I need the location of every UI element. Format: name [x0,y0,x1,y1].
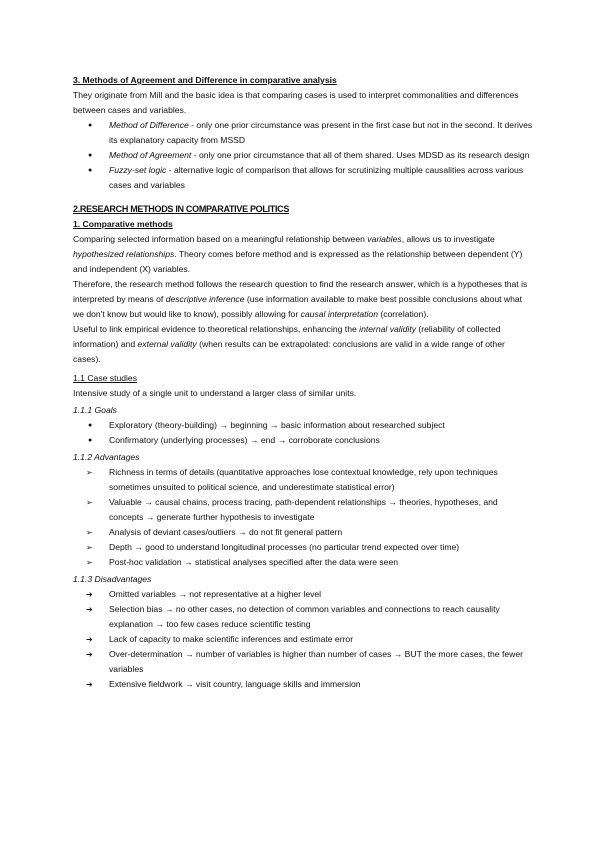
goals-list [73,418,533,448]
text-run: (reliability of collected information) and [73,324,501,349]
paragraph-3 [73,322,533,367]
list-item [73,540,533,555]
arrowhead-icon: ➢ [86,543,93,552]
arrow-icon: ➔ [86,605,93,614]
arrowhead-icon: ➢ [86,498,93,507]
goals-heading: 1.1.1 Goals [73,405,117,415]
list-item [73,118,533,148]
list-item [73,465,533,495]
bullet-icon: ● [88,122,93,129]
item-text: Richness in terms of details (quantitative approaches lose contextual knowledge, rely upon techniques sometimes unsuited to political science, and underestimate statistical error) [109,467,498,492]
item-text: Selection bias → no other cases, no detection of common variables and connections to reach causality explanation → too few cases reduce scientific testing [109,604,500,629]
list-item [73,495,533,525]
list-item [73,525,533,540]
term: Method of Difference [109,120,189,130]
list-item [73,163,533,193]
term: Method of Agreement [109,150,192,160]
text-run: Therefore, the research method follows the research question to find the research answer, which is a hypotheses that is interpreted by means of [73,279,528,304]
text-run: (correlation). [377,309,429,319]
bullet-icon: ● [88,437,93,444]
list-item [73,555,533,570]
case-studies-heading: 1.1 Case studies [73,373,138,383]
arrow-icon: ➔ [86,650,93,659]
bullet-icon: ● [88,152,93,159]
item-text: Exploratory (theory-building) → beginning → basic information about researched subject [109,420,445,430]
item-text: Lack of capacity to make scientific inferences and estimate error [109,634,354,644]
arrowhead-icon: ➢ [86,468,93,477]
section-3-heading: 3. Methods of Agreement and Difference in comparative analysis [73,75,337,85]
section-3-list [73,118,533,193]
paragraph-1 [73,232,533,277]
list-item [73,632,533,647]
arrow-icon: ➔ [86,590,93,599]
text-run: (when results can be extrapolated: conclusions are valid in a wide range of other cases). [73,339,505,364]
item-text: Analysis of deviant cases/outliers → do not fit general pattern [109,527,343,537]
comparative-methods-heading: 1. Comparative methods [73,219,173,229]
arrowhead-icon: ➢ [86,558,93,567]
arrow-icon: ➔ [86,680,93,689]
item-text: Confirmatory (underlying processes) → end → corroborate conclusions [109,435,380,445]
item-text: Over-determination → number of variables is higher than number of cases → BUT the more cases, the fewer variables [109,649,523,674]
case-studies-intro: Intensive study of a single unit to understand a larger class of similar units. [73,388,357,398]
list-item [73,433,533,448]
text-run: external validity [137,339,197,349]
list-item [73,148,533,163]
document-content [73,73,533,692]
definition: - alternative logic of comparison that allows for scrutinizing multiple causalities across various cases and variables [109,165,524,190]
text-run: . Theory comes before method and is expressed as the relationship between dependent (Y) and independent (X) variables. [73,249,523,274]
section-3-intro: They originate from Mill and the basic idea is that comparing cases is used to interpret commonalities and differences between cases and variables. [73,90,519,115]
definition: - only one prior circumstance was present in the first case but not in the second. It derives its explanatory capacity from MSSD [109,120,533,145]
disadvantages-heading: 1.1.3 Disadvantages [73,574,152,584]
text-run: , allows us to investigate [401,234,495,244]
arrow-icon: ➔ [86,635,93,644]
list-item [73,602,533,632]
item-text: Extensive fieldwork → visit country, language skills and immersion [109,679,361,689]
bullet-icon: ● [88,167,93,174]
item-text: Valuable → causal chains, process tracing, path-dependent relationships → theories, hypotheses, and concepts → generate further hypothesis to investigate [109,497,498,522]
disadvantages-list [73,587,533,692]
section-2-heading: 2.RESEARCH METHODS IN COMPARATIVE POLITICS [73,204,290,214]
arrowhead-icon: ➢ [86,528,93,537]
item-text: Post-hoc validation → statistical analyses specified after the data were seen [109,557,398,567]
text-run: internal validity [359,324,416,334]
definition: - only one prior circumstance that all of them shared. Uses MDSD as its research design [191,150,530,160]
list-item [73,677,533,692]
advantages-heading: 1.1.2 Advantages [73,452,140,462]
list-item [73,587,533,602]
text-run: hypothesized relationships [73,249,175,259]
text-run: variables [367,234,402,244]
bullet-icon: ● [88,422,93,429]
advantages-list [73,465,533,570]
list-item [73,647,533,677]
text-run: Comparing selected information based on a meaningful relationship between [73,234,368,244]
text-run: descriptive inference [165,294,245,304]
text-run: Useful to link empirical evidence to theoretical relationships, enhancing the [73,324,360,334]
paragraph-2 [73,277,533,322]
item-text: Depth → good to understand longitudinal processes (no particular trend expected over time) [109,542,460,552]
item-text: Omitted variables → not representative at a higher level [109,589,322,599]
text-run: causal interpretation [300,309,378,319]
term: Fuzzy-set logic [109,165,167,175]
text-run: (use information available to make best possible conclusions about what we don't know but would like to know), possibly allowing for [73,294,523,319]
list-item [73,418,533,433]
